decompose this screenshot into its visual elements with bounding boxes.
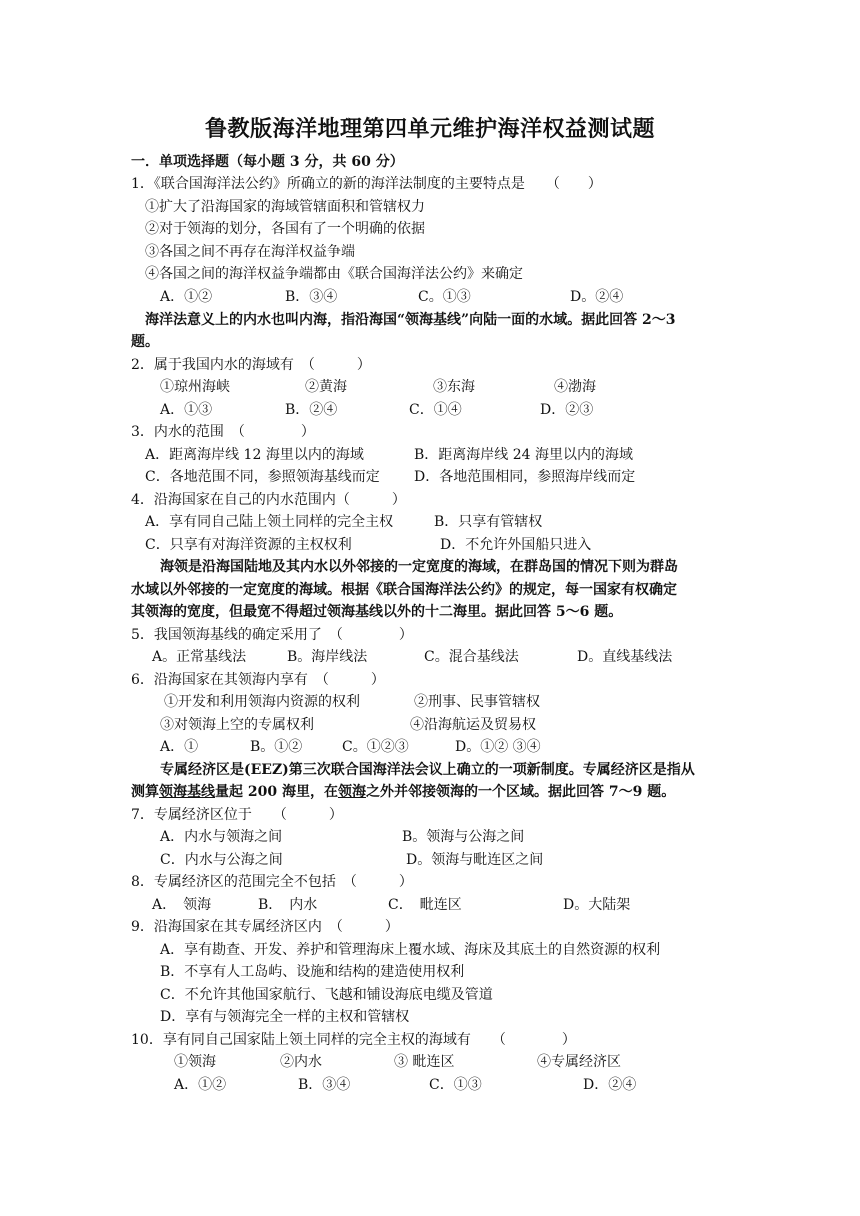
option-c[interactable]: C．①④ <box>409 402 462 418</box>
option-b[interactable]: B．③④ <box>285 289 338 305</box>
question-10-item: ③ 毗连区 <box>394 1054 455 1070</box>
option-d[interactable]: D。②④ <box>570 289 624 305</box>
question-1-item: ①扩大了沿海国家的海域管辖面积和管辖权力 <box>145 199 425 215</box>
passage-3-text: 量起 200 海里，在 <box>215 784 338 800</box>
option-c[interactable]: C。①②③ <box>342 739 409 755</box>
question-4-stem: 4．沿海国家在自己的内水范围内（ ） <box>131 492 406 508</box>
option-d[interactable]: D．享有与领海完全一样的主权和管辖权 <box>160 1009 410 1025</box>
option-a[interactable]: A．①③ <box>160 402 213 418</box>
option-a[interactable]: A．内水与领海之间 <box>160 829 283 845</box>
question-10-item: ①领海 <box>174 1054 216 1070</box>
option-a[interactable]: A．①② <box>174 1077 227 1093</box>
passage-2-line: 其领海的宽度，但最宽不得超过领海基线以外的十二海里。据此回答 5～6 题。 <box>131 604 623 620</box>
option-a[interactable]: A。正常基线法 <box>152 649 247 665</box>
passage-1-line: 题。 <box>131 334 159 350</box>
passage-3-text: 测算 <box>131 784 159 800</box>
option-d[interactable]: D。直线基线法 <box>577 649 673 665</box>
option-c[interactable]: C．各地范围不同，参照领海基线而定 <box>145 469 380 485</box>
option-c[interactable]: C。①③ <box>418 289 471 305</box>
option-b[interactable]: B．③④ <box>298 1077 351 1093</box>
option-a[interactable]: A．享有勘查、开发、养护和管理海床上覆水域、海床及其底土的自然资源的权利 <box>160 942 661 958</box>
passage-2-line: 海领是沿海国陆地及其内水以外邻接的一定宽度的海域，在群岛国的情况下则为群岛 <box>160 559 678 575</box>
option-b[interactable]: B．②④ <box>285 402 338 418</box>
option-d[interactable]: D。大陆架 <box>563 897 631 913</box>
question-10-stem: 10．享有同自己国家陆上领土同样的完全主权的海域有 （ ） <box>131 1032 576 1048</box>
option-d[interactable]: D。①② ③④ <box>455 739 541 755</box>
option-a[interactable]: A．享有同自己陆上领土同样的完全主权 <box>145 514 394 530</box>
passage-3-text: 之外并邻接领海的一个区域。据此回答 7～9 题。 <box>365 784 676 800</box>
option-b[interactable]: B．不享有人工岛屿、设施和结构的建造使用权利 <box>160 964 465 980</box>
section-heading: 一．单项选择题（每小题 3 分，共 60 分） <box>131 154 404 170</box>
option-a[interactable]: A．距离海岸线 12 海里以内的海域 <box>145 447 364 463</box>
link-territorial-sea[interactable]: 领海 <box>337 784 366 800</box>
question-1-item: ④各国之间的海洋权益争端都由《联合国海洋法公约》来确定 <box>145 266 523 282</box>
question-6-item: ④沿海航运及贸易权 <box>410 717 536 733</box>
question-6-stem: 6．沿海国家在其领海内享有 （ ） <box>131 672 385 688</box>
question-10-item: ④专属经济区 <box>537 1054 621 1070</box>
option-c[interactable]: C．只享有对海洋资源的主权权利 <box>145 537 352 553</box>
question-2-item: ①琼州海峡 <box>160 379 230 395</box>
option-b[interactable]: B。领海与公海之间 <box>402 829 525 845</box>
question-6-item: ①开发和利用领海内资源的权利 <box>164 694 360 710</box>
option-d[interactable]: D。领海与毗连区之间 <box>406 852 544 868</box>
option-c[interactable]: C．①③ <box>429 1077 482 1093</box>
passage-3-line <box>131 782 675 802</box>
option-d[interactable]: D．各地范围相同，参照海岸线而定 <box>414 469 636 485</box>
question-6-item: ②刑事、民事管辖权 <box>414 694 540 710</box>
option-d[interactable]: D．不允许外国船只进入 <box>440 537 592 553</box>
question-1-item: ③各国之间不再存在海洋权益争端 <box>145 244 355 260</box>
option-a[interactable]: A．① <box>160 739 199 755</box>
passage-3-line: 专属经济区是(EEZ)第三次联合国海洋法会议上确立的一项新制度。专属经济区是指从 <box>160 762 695 778</box>
question-5-stem: 5．我国领海基线的确定采用了 （ ） <box>131 627 413 643</box>
question-2-item: ②黄海 <box>305 379 347 395</box>
option-d[interactable]: D．②③ <box>540 402 594 418</box>
question-7-stem: 7．专属经济区位于 （ ） <box>131 807 343 823</box>
option-a[interactable]: A．①② <box>160 289 213 305</box>
link-baseline[interactable]: 领海基线 <box>159 784 215 800</box>
option-b[interactable]: B．距离海岸线 24 海里以内的海域 <box>414 447 634 463</box>
option-b[interactable]: B．只享有管辖权 <box>434 514 543 530</box>
option-b[interactable]: B． 内水 <box>258 897 318 913</box>
question-2-item: ③东海 <box>433 379 475 395</box>
option-b[interactable]: B。①② <box>250 739 303 755</box>
question-2-stem: 2．属于我国内水的海域有 （ ） <box>131 357 371 373</box>
question-8-stem: 8．专属经济区的范围完全不包括 （ ） <box>131 874 413 890</box>
question-1-item: ②对于领海的划分，各国有了一个明确的依据 <box>145 221 425 237</box>
question-2-item: ④渤海 <box>554 379 596 395</box>
option-b[interactable]: B。海岸线法 <box>287 649 368 665</box>
question-1-stem: 1．《联合国海洋法公约》所确立的新的海洋法制度的主要特点是 （ ） <box>131 176 602 192</box>
question-3-stem: 3．内水的范围 （ ） <box>131 424 315 440</box>
question-6-item: ③对领海上空的专属权利 <box>160 717 314 733</box>
question-9-stem: 9．沿海国家在其专属经济区内 （ ） <box>131 919 399 935</box>
option-c[interactable]: C。混合基线法 <box>424 649 519 665</box>
option-a[interactable]: A． 领海 <box>152 897 212 913</box>
page-title: 鲁教版海洋地理第四单元维护海洋权益测试题 <box>204 116 655 142</box>
option-c[interactable]: C． 毗连区 <box>388 897 462 913</box>
option-c[interactable]: C．不允许其他国家航行、飞越和铺设海底电缆及管道 <box>160 987 493 1003</box>
option-d[interactable]: D．②④ <box>583 1077 637 1093</box>
question-10-item: ②内水 <box>280 1054 322 1070</box>
passage-1-line: 海洋法意义上的内水也叫内海，指沿海国“领海基线”向陆一面的水域。据此回答 2～3 <box>145 312 676 328</box>
option-c[interactable]: C．内水与公海之间 <box>160 852 283 868</box>
passage-2-line: 水域以外邻接的一定宽度的海域。根据《联合国海洋法公约》的规定，每一国家有权确定 <box>131 582 677 598</box>
